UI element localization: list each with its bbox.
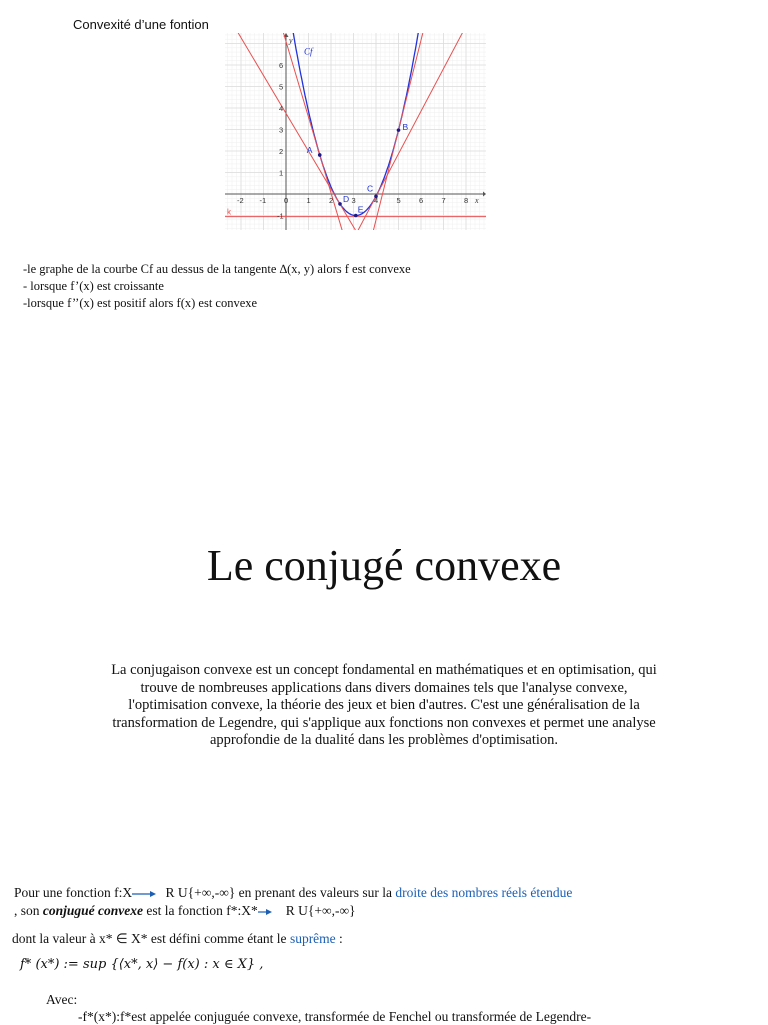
- point-d: [338, 202, 342, 206]
- y-tick-label: 2: [279, 147, 284, 156]
- x-tick-label: 7: [441, 196, 446, 205]
- right-arrow-icon: [132, 890, 156, 898]
- supremum-link[interactable]: suprême: [289, 931, 336, 946]
- definition-line-2: [14, 903, 356, 919]
- point-label-d: D: [343, 193, 350, 204]
- def-text-3b: :: [335, 931, 343, 946]
- def-text-1a: Pour une fonction f:X: [14, 885, 133, 900]
- extended-real-line-link[interactable]: droite des nombres réels étendue: [395, 885, 573, 900]
- property-line-1: -le graphe de la courbe Cf au dessus de la tangente ∆(x, y) alors f est convexe: [23, 262, 411, 276]
- definition-line-1: [14, 885, 572, 901]
- def-text-1b: R U{+∞,-∞} en prenant des valeurs sur la: [165, 885, 396, 900]
- point-label-c: C: [367, 183, 374, 194]
- x-tick-label: 4: [374, 196, 379, 205]
- def-text-2a: , son: [14, 903, 43, 918]
- x-tick-label: -2: [237, 196, 244, 205]
- x-tick-label: 2: [329, 196, 334, 205]
- convexity-graph: [225, 33, 486, 230]
- line-k-label: k: [227, 207, 231, 217]
- point-label-a: A: [306, 144, 313, 155]
- x-tick-label: 3: [351, 196, 356, 205]
- x-tick-label: 6: [419, 196, 424, 205]
- point-label-b: B: [402, 122, 409, 133]
- x-tick-label: 1: [306, 196, 311, 205]
- def-text-2b: est la fonction f*:X*: [143, 903, 258, 918]
- y-tick-label: -1: [277, 211, 284, 221]
- y-tick-label: 6: [279, 61, 284, 70]
- point-a: [318, 153, 322, 157]
- convex-conjugate-term: conjugué convexe: [42, 903, 144, 918]
- definition-line-5: -f*(x*):f*est appelée conjuguée convexe, transformée de Fenchel ou transformée de Legendre-: [78, 1009, 592, 1024]
- def-text-2c: R U{+∞,-∞}: [285, 903, 356, 918]
- x-tick-label: 5: [396, 196, 401, 205]
- conjugate-formula: f* (x*) := sup {⟨x*, x⟩ − f(x) : x ∈ X} ,: [20, 957, 264, 972]
- definition-line-3: [12, 931, 343, 947]
- property-line-2: - lorsque f’(x) est croissante: [23, 279, 164, 293]
- section-title: Le conjugé convexe: [206, 541, 562, 590]
- y-tick-label: 4: [279, 104, 284, 113]
- x-tick-label: -1: [259, 196, 267, 205]
- property-line-3: -lorsque f’’(x) est positif alors f(x) est convexe: [23, 296, 258, 310]
- x-axis-label: x: [475, 196, 479, 205]
- point-b: [397, 128, 401, 132]
- right-arrow-icon-2: [258, 908, 272, 916]
- x-tick-label: 0: [284, 196, 289, 205]
- side-caption: Convexité d’une fontion: [73, 17, 209, 32]
- avec-label: Avec:: [46, 992, 78, 1007]
- intro-paragraph: La conjugaison convexe est un concept fondamental en mathématiques et en optimisation, qui trouve de nombreuses applications dans divers domaines tels que l'analyse convexe, l'optimisation convexe, la théorie des jeux et bien d'autres. C'est une généralisation de la transformation de Legendre, qui s'applique aux fonctions non convexes et permet une analyse approfondie de la dualité dans les problèmes d'optimisation.: [111, 662, 657, 748]
- y-tick-label: 5: [279, 82, 284, 92]
- y-tick-label: 1: [279, 168, 284, 178]
- curve-label: Cf: [304, 46, 313, 57]
- def-text-3a: dont la valeur à x* ∈ X* est défini comme étant le: [12, 931, 290, 946]
- y-axis-label: y: [289, 36, 293, 45]
- y-tick-label: 3: [279, 125, 284, 135]
- point-label-e: E: [357, 204, 364, 215]
- x-tick-label: 8: [464, 196, 469, 205]
